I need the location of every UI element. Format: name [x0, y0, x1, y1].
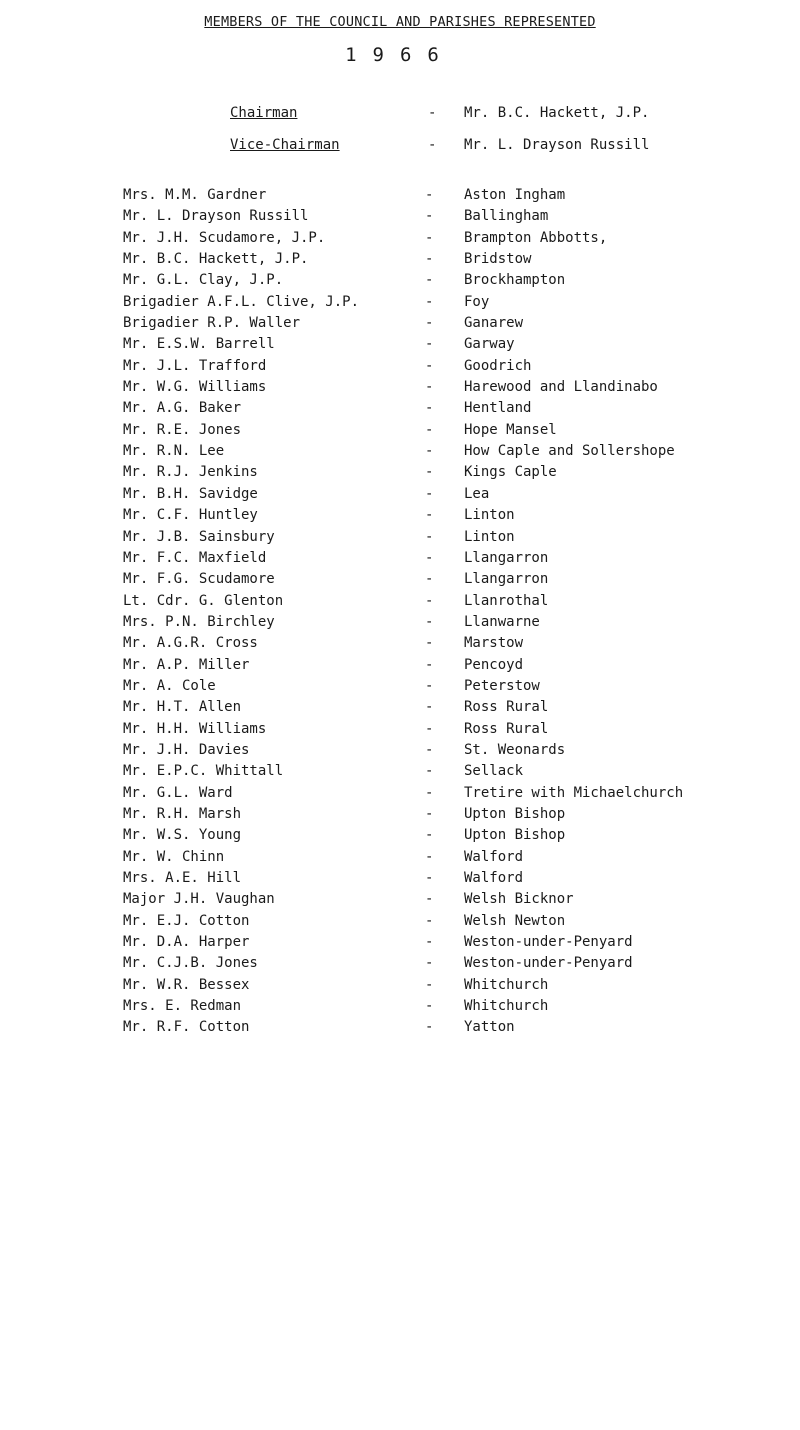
member-row	[0, 230, 800, 251]
document-year: 1966	[345, 44, 455, 66]
member-parish: Weston-under-Penyard	[464, 934, 633, 951]
member-dash: -	[425, 741, 434, 758]
member-name: Mr. W. Chinn	[123, 848, 225, 865]
member-row	[0, 998, 800, 1019]
member-row	[0, 977, 800, 998]
member-row	[0, 208, 800, 229]
member-row	[0, 336, 800, 357]
member-parish: Weston-under-Penyard	[464, 955, 633, 972]
member-row	[0, 699, 800, 720]
member-name: Mr. C.F. Huntley	[123, 507, 258, 524]
member-dash: -	[425, 805, 434, 822]
member-name: Mrs. E. Redman	[123, 998, 242, 1015]
member-dash: -	[425, 592, 434, 609]
member-name: Mr. E.S.W. Barrell	[123, 336, 275, 353]
member-parish: Whitchurch	[464, 998, 549, 1015]
member-row	[0, 464, 800, 485]
member-name: Mr. H.H. Williams	[123, 720, 267, 737]
member-dash: -	[425, 720, 434, 737]
member-name: Mr. R.F. Cotton	[123, 1019, 250, 1036]
member-parish: Walford	[464, 848, 524, 865]
member-name: Mr. J.B. Sainsbury	[123, 528, 275, 545]
member-dash: -	[425, 827, 434, 844]
member-parish: Whitchurch	[464, 976, 549, 993]
member-parish: St. Weonards	[464, 741, 566, 758]
member-row	[0, 422, 800, 443]
member-dash: -	[425, 870, 434, 886]
document-title	[0, 14, 800, 30]
member-parish: Walford	[464, 870, 524, 886]
member-parish: Ganarew	[464, 315, 524, 332]
member-name: Mr. J.L. Trafford	[123, 357, 267, 374]
member-row	[0, 379, 800, 400]
member-dash: -	[425, 293, 434, 310]
member-row	[0, 294, 800, 315]
member-parish: Upton Bishop	[464, 827, 566, 844]
member-dash: -	[425, 336, 434, 353]
member-name: Mrs. A.E. Hill	[123, 870, 242, 886]
officer-role: Chairman	[230, 105, 298, 121]
member-row	[0, 593, 800, 614]
member-row	[0, 870, 800, 891]
member-row	[0, 721, 800, 742]
member-parish: Tretire with Michaelchurch	[464, 784, 684, 801]
member-parish: Lea	[464, 485, 490, 502]
member-dash: -	[425, 976, 434, 993]
member-dash: -	[425, 891, 434, 908]
member-parish: Ballingham	[464, 208, 549, 225]
member-row	[0, 763, 800, 784]
member-parish: Llanwarne	[464, 613, 540, 630]
member-dash: -	[425, 528, 434, 545]
officer-name: Mr. L. Drayson Russill	[464, 137, 650, 153]
member-dash: -	[425, 656, 434, 673]
member-dash: -	[425, 464, 434, 481]
member-name: Lt. Cdr. G. Glenton	[123, 592, 284, 609]
member-name: Brigadier R.P. Waller	[123, 315, 301, 332]
member-dash: -	[425, 955, 434, 972]
member-row	[0, 571, 800, 592]
member-parish: How Caple and Sollershope	[464, 443, 675, 460]
member-name: Mr. J.H. Scudamore, J.P.	[123, 229, 326, 246]
member-dash: -	[425, 635, 434, 652]
member-parish: Ross Rural	[464, 720, 549, 737]
member-parish: Welsh Bicknor	[464, 891, 574, 908]
member-row	[0, 443, 800, 464]
member-parish: Aston Ingham	[464, 187, 566, 203]
document-title-text: MEMBERS OF THE COUNCIL AND PARISHES REPRESENTED	[204, 14, 596, 30]
member-parish: Marstow	[464, 635, 524, 652]
member-dash: -	[425, 485, 434, 502]
member-parish: Upton Bishop	[464, 805, 566, 822]
member-dash: -	[425, 912, 434, 929]
member-dash: -	[425, 613, 434, 630]
member-name: Mr. G.L. Clay, J.P.	[123, 272, 284, 289]
member-dash: -	[425, 677, 434, 694]
member-parish: Llangarron	[464, 571, 549, 588]
member-row	[0, 827, 800, 848]
member-row	[0, 742, 800, 763]
member-name: Mr. E.J. Cotton	[123, 912, 250, 929]
member-dash: -	[425, 421, 434, 438]
member-dash: -	[425, 379, 434, 396]
member-name: Mr. A.G. Baker	[123, 400, 242, 417]
member-dash: -	[425, 699, 434, 716]
member-dash: -	[425, 357, 434, 374]
member-name: Mr. F.C. Maxfield	[123, 549, 267, 566]
member-row	[0, 358, 800, 379]
member-name: Mr. A. Cole	[123, 677, 216, 694]
member-row	[0, 315, 800, 336]
member-dash: -	[425, 763, 434, 780]
member-parish: Sellack	[464, 763, 524, 780]
member-parish: Hentland	[464, 400, 532, 417]
member-dash: -	[425, 571, 434, 588]
member-dash: -	[425, 1019, 434, 1036]
member-row	[0, 806, 800, 827]
member-name: Mr. J.H. Davies	[123, 741, 250, 758]
member-parish: Ross Rural	[464, 699, 549, 716]
member-parish: Hope Mansel	[464, 421, 557, 438]
member-parish: Garway	[464, 336, 515, 353]
member-name: Mr. B.C. Hackett, J.P.	[123, 251, 309, 268]
officer-dash: -	[428, 137, 437, 153]
member-name: Mr. C.J.B. Jones	[123, 955, 258, 972]
member-name: Mr. W.S. Young	[123, 827, 242, 844]
member-name: Major J.H. Vaughan	[123, 891, 275, 908]
member-parish: Linton	[464, 507, 515, 524]
member-name: Mr. W.R. Bessex	[123, 976, 250, 993]
member-parish: Bridstow	[464, 251, 532, 268]
member-dash: -	[425, 315, 434, 332]
member-dash: -	[425, 934, 434, 951]
member-parish: Kings Caple	[464, 464, 557, 481]
member-name: Mr. E.P.C. Whittall	[123, 763, 284, 780]
member-dash: -	[425, 998, 434, 1015]
member-dash: -	[425, 187, 434, 203]
member-parish: Goodrich	[464, 357, 532, 374]
member-name: Mr. L. Drayson Russill	[123, 208, 309, 225]
member-parish: Peterstow	[464, 677, 540, 694]
member-dash: -	[425, 229, 434, 246]
member-name: Mr. W.G. Williams	[123, 379, 267, 396]
member-row	[0, 400, 800, 421]
member-row	[0, 891, 800, 912]
member-name: Mr. F.G. Scudamore	[123, 571, 275, 588]
member-parish: Yatton	[464, 1019, 515, 1036]
member-row	[0, 678, 800, 699]
member-name: Mr. D.A. Harper	[123, 934, 250, 951]
member-name: Mr. R.H. Marsh	[123, 805, 242, 822]
member-dash: -	[425, 507, 434, 524]
member-name: Mr. R.E. Jones	[123, 421, 242, 438]
member-dash: -	[425, 251, 434, 268]
member-row	[0, 1019, 800, 1040]
member-row	[0, 507, 800, 528]
member-row	[0, 913, 800, 934]
member-name: Mrs. P.N. Birchley	[123, 613, 275, 630]
member-row	[0, 955, 800, 976]
member-parish: Welsh Newton	[464, 912, 566, 929]
officer-dash: -	[428, 105, 437, 121]
member-row	[0, 187, 800, 208]
member-parish: Pencoyd	[464, 656, 524, 673]
member-name: Mr. A.P. Miller	[123, 656, 250, 673]
member-name: Brigadier A.F.L. Clive, J.P.	[123, 293, 360, 310]
member-row	[0, 657, 800, 678]
member-name: Mr. R.N. Lee	[123, 443, 225, 460]
member-row	[0, 251, 800, 272]
member-name: Mr. B.H. Savidge	[123, 485, 258, 502]
member-dash: -	[425, 443, 434, 460]
member-dash: -	[425, 549, 434, 566]
member-parish: Linton	[464, 528, 515, 545]
member-dash: -	[425, 272, 434, 289]
member-row	[0, 934, 800, 955]
member-parish: Llangarron	[464, 549, 549, 566]
member-dash: -	[425, 784, 434, 801]
member-row	[0, 785, 800, 806]
member-parish: Foy	[464, 293, 490, 310]
officer-name: Mr. B.C. Hackett, J.P.	[464, 105, 650, 121]
member-parish: Brampton Abbotts,	[464, 229, 608, 246]
member-dash: -	[425, 208, 434, 225]
member-name: Mr. A.G.R. Cross	[123, 635, 258, 652]
member-row	[0, 849, 800, 870]
member-name: Mr. H.T. Allen	[123, 699, 242, 716]
officer-role: Vice-Chairman	[230, 137, 340, 153]
member-parish: Brockhampton	[464, 272, 566, 289]
member-dash: -	[425, 400, 434, 417]
member-name: Mr. G.L. Ward	[123, 784, 233, 801]
member-name: Mr. R.J. Jenkins	[123, 464, 258, 481]
member-parish: Harewood and Llandinabo	[464, 379, 658, 396]
member-row	[0, 635, 800, 656]
member-row	[0, 486, 800, 507]
member-row	[0, 529, 800, 550]
member-dash: -	[425, 848, 434, 865]
member-row	[0, 272, 800, 293]
member-row	[0, 614, 800, 635]
member-row	[0, 550, 800, 571]
members-list	[0, 187, 800, 1041]
member-name: Mrs. M.M. Gardner	[123, 187, 267, 203]
member-parish: Llanrothal	[464, 592, 549, 609]
